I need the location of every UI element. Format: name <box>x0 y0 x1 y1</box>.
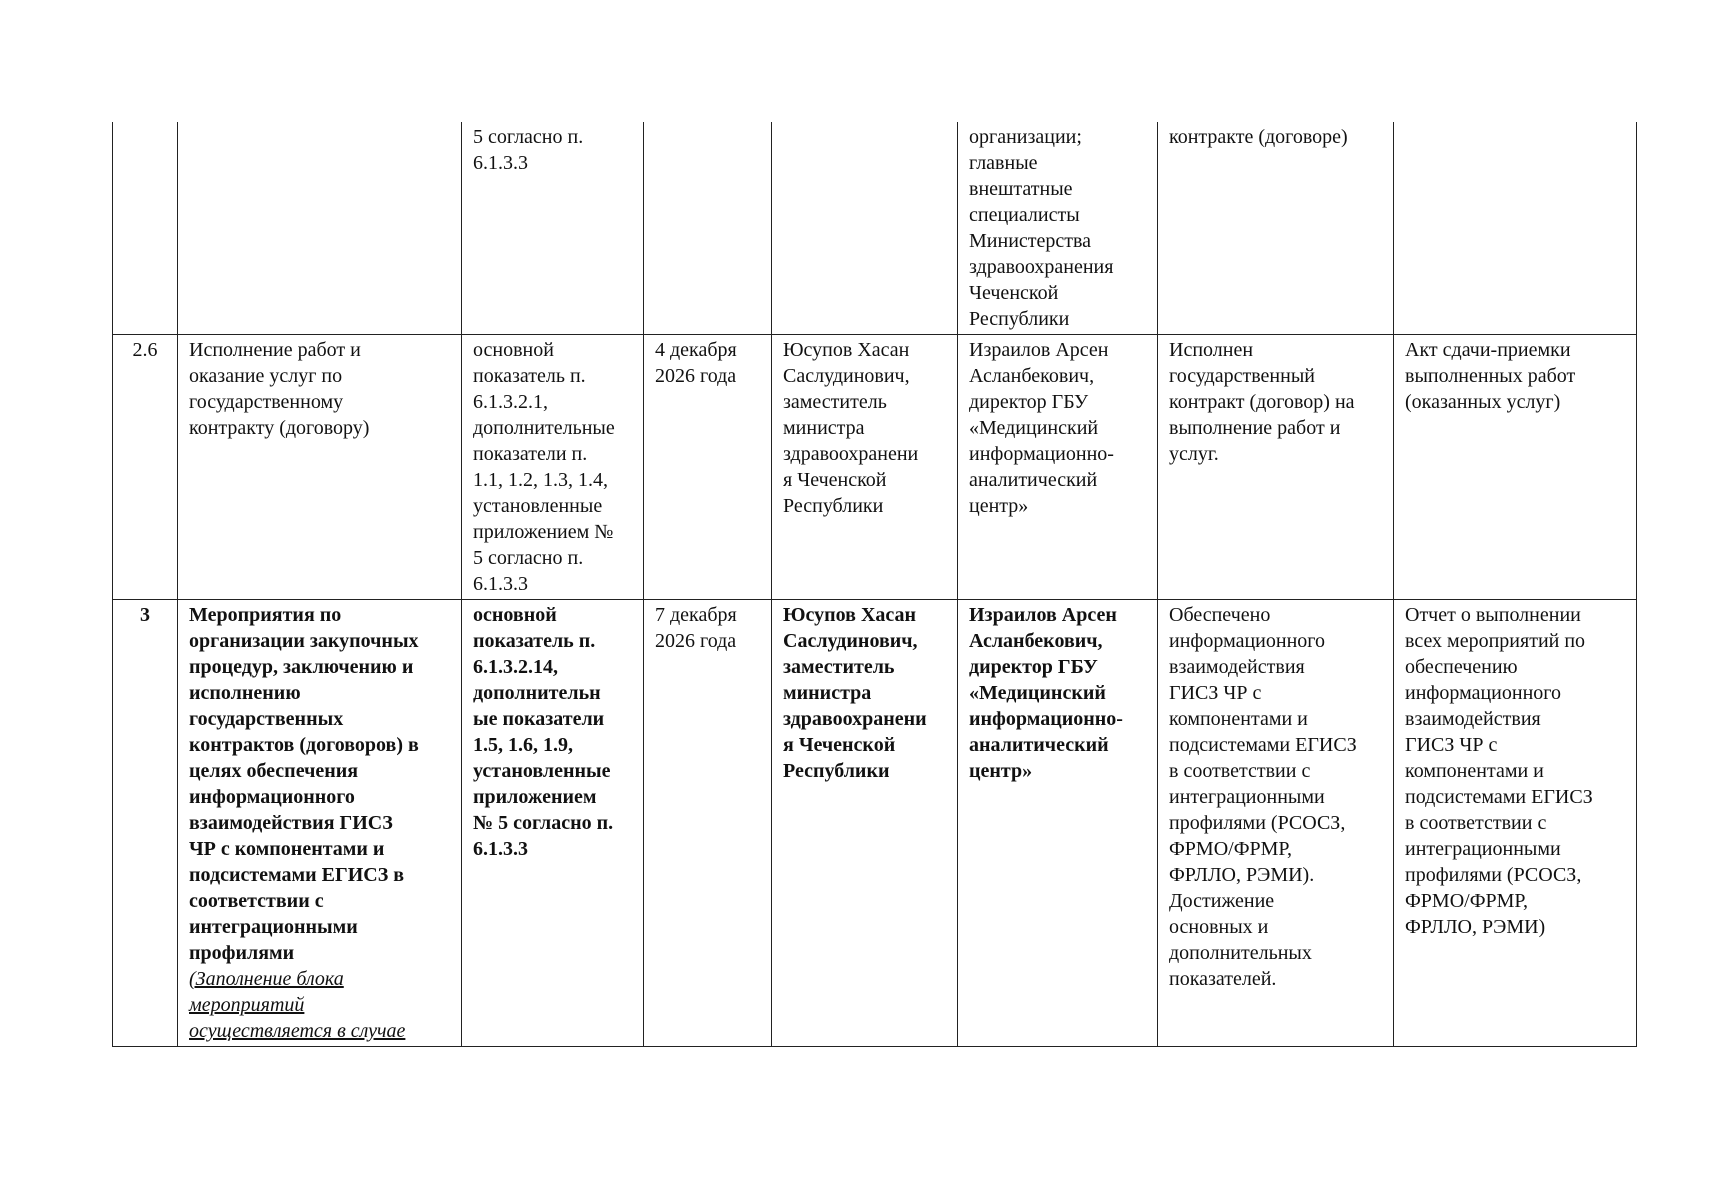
text-line: оказание услуг по <box>189 365 343 387</box>
text-line: центр» <box>969 495 1029 517</box>
cell-date <box>644 600 772 1047</box>
cell-indicators <box>462 335 644 600</box>
text-line: в соответствии с <box>1169 760 1311 782</box>
text-line: ГИСЗ ЧР с <box>1169 682 1262 704</box>
text-line: Асланбекович, <box>969 630 1103 652</box>
text-line: информационного <box>1405 682 1561 704</box>
text-line: соответствии с <box>189 890 324 912</box>
text-line: Исполнен <box>1169 339 1254 361</box>
table-row-2-6 <box>113 335 1637 600</box>
text-line: установленные <box>473 760 611 782</box>
text-line: центр» <box>969 760 1033 782</box>
text-line: 1.1, 1.2, 1.3, 1.4, <box>473 469 608 491</box>
text-line: 6.1.3.2.14, <box>473 656 558 678</box>
text-line: исполнению <box>189 682 301 704</box>
text-line: государственному <box>189 391 344 413</box>
text-line: заместитель <box>783 391 887 413</box>
table-row-continued <box>113 122 1637 335</box>
text-line: ФРЛЛО, РЭМИ). <box>1169 864 1315 886</box>
event-note-line: (Заполнение блока <box>189 968 344 990</box>
text-line: контрактов (договоров) в <box>189 734 419 756</box>
table-row-3 <box>113 600 1637 1047</box>
cell-num <box>113 122 178 335</box>
text-line: дополнительн <box>473 682 601 704</box>
text-line: контракте (договоре) <box>1169 126 1348 148</box>
text-line: «Медицинский <box>969 682 1106 704</box>
text-line: «Медицинский <box>969 417 1099 439</box>
cell-document <box>1394 335 1637 600</box>
text-line: директор ГБУ <box>969 656 1098 678</box>
text-line: взаимодействия <box>1405 708 1541 730</box>
text-line: Израилов Арсен <box>969 604 1117 626</box>
text-line: контракт (договор) на <box>1169 391 1355 413</box>
text-line: в соответствии с <box>1405 812 1547 834</box>
text-line: ФРЛЛО, РЭМИ) <box>1405 916 1546 938</box>
text-line: директор ГБУ <box>969 391 1089 413</box>
text-line: Мероприятия по <box>189 604 342 626</box>
cell-result <box>1158 600 1394 1047</box>
text-line: здравоохранени <box>783 708 927 730</box>
cell-document <box>1394 122 1637 335</box>
text-line: 2026 года <box>655 365 737 387</box>
text-line: ые показатели <box>473 708 605 730</box>
text-line: показатели п. <box>473 443 588 465</box>
text-line: ФРМО/ФРМР, <box>1405 890 1529 912</box>
text-line: здравоохранения <box>969 256 1114 278</box>
cell-head <box>772 600 958 1047</box>
text-line: государственных <box>189 708 344 730</box>
text-line: организации закупочных <box>189 630 419 652</box>
text-line: 6.1.3.3 <box>473 152 528 174</box>
text-line: 5 согласно п. <box>473 547 584 569</box>
text-line: компонентами и <box>1169 708 1308 730</box>
cell-date <box>644 335 772 600</box>
cell-executor <box>958 122 1158 335</box>
text-line: министра <box>783 417 865 439</box>
text-line: показатель п. <box>473 630 596 652</box>
cell-date <box>644 122 772 335</box>
text-line: (оказанных услуг) <box>1405 391 1561 413</box>
cell-head <box>772 122 958 335</box>
cell-result <box>1158 335 1394 600</box>
text-line: дополнительных <box>1169 942 1312 964</box>
text-line: информационно- <box>969 708 1123 730</box>
text-line: Юсупов Хасан <box>783 339 910 361</box>
text-line: организации; <box>969 126 1082 148</box>
text-line: дополнительные <box>473 417 615 439</box>
text-line: профилями (РСОСЗ, <box>1169 812 1346 834</box>
text-line: Достижение <box>1169 890 1275 912</box>
text-line: я Чеченской <box>783 469 887 491</box>
text-line: подсистемами ЕГИСЗ <box>1169 734 1357 756</box>
text-line: показатель п. <box>473 365 586 387</box>
text-line: информационного <box>1169 630 1325 652</box>
text-line: профилями (РСОСЗ, <box>1405 864 1582 886</box>
text-line: 4 декабря <box>655 339 737 361</box>
text-line: Саслудинович, <box>783 630 918 652</box>
text-line: ЧР с компонентами и <box>189 838 385 860</box>
text-line: 7 декабря <box>655 604 737 626</box>
text-line: подсистемами ЕГИСЗ в <box>189 864 405 886</box>
text-line: внештатные <box>969 178 1073 200</box>
text-line: 6.1.3.2.1, <box>473 391 548 413</box>
text-line: информационного <box>189 786 355 808</box>
text-line: 6.1.3.3 <box>473 838 528 860</box>
text-line: № 5 согласно п. <box>473 812 614 834</box>
text-line: Юсупов Хасан <box>783 604 917 626</box>
text-line: Саслудинович, <box>783 365 910 387</box>
text-line: приложением <box>473 786 597 808</box>
text-line: Асланбекович, <box>969 365 1095 387</box>
text-line: Израилов Арсен <box>969 339 1109 361</box>
text-line: Исполнение работ и <box>189 339 361 361</box>
text-line: интеграционными <box>189 916 358 938</box>
text-line: обеспечению <box>1405 656 1518 678</box>
text-line: интеграционными <box>1169 786 1325 808</box>
text-line: 5 согласно п. <box>473 126 584 148</box>
event-note-line: мероприятий <box>189 994 305 1016</box>
text-line: подсистемами ЕГИСЗ <box>1405 786 1593 808</box>
text-line: установленные <box>473 495 603 517</box>
text-line: основных и <box>1169 916 1269 938</box>
text-line: контракту (договору) <box>189 417 370 439</box>
cell-indicators <box>462 122 644 335</box>
text-line: аналитический <box>969 469 1098 491</box>
text-line: я Чеченской <box>783 734 896 756</box>
text-line: Республики <box>783 495 884 517</box>
text-line: ФРМО/ФРМР, <box>1169 838 1293 860</box>
text-line: заместитель <box>783 656 895 678</box>
cell-event <box>178 600 462 1047</box>
text-line: выполнение работ и <box>1169 417 1341 439</box>
text-line: Республики <box>783 760 890 782</box>
text-line: процедур, заключению и <box>189 656 414 678</box>
text-line: услуг. <box>1169 443 1219 465</box>
cell-num: 3 <box>113 600 178 1047</box>
cell-num: 2.6 <box>113 335 178 600</box>
text-line: ГИСЗ ЧР с <box>1405 734 1498 756</box>
text-line: компонентами и <box>1405 760 1544 782</box>
cell-event <box>178 122 462 335</box>
text-line: государственный <box>1169 365 1315 387</box>
text-line: Акт сдачи-приемки <box>1405 339 1571 361</box>
cell-executor <box>958 600 1158 1047</box>
cell-document <box>1394 600 1637 1047</box>
text-line: всех мероприятий по <box>1405 630 1586 652</box>
cell-result <box>1158 122 1394 335</box>
text-line: взаимодействия ГИСЗ <box>189 812 393 834</box>
text-line: Республики <box>969 308 1070 330</box>
text-line: аналитический <box>969 734 1109 756</box>
text-line: 6.1.3.3 <box>473 573 528 595</box>
cell-event <box>178 335 462 600</box>
text-line: показателей. <box>1169 968 1277 990</box>
text-line: 2026 года <box>655 630 737 652</box>
text-line: выполненных работ <box>1405 365 1576 387</box>
text-line: здравоохранени <box>783 443 919 465</box>
cell-indicators <box>462 600 644 1047</box>
cell-head <box>772 335 958 600</box>
text-line: Чеченской <box>969 282 1059 304</box>
text-line: министра <box>783 682 872 704</box>
text-line: Отчет о выполнении <box>1405 604 1581 626</box>
text-line: интеграционными <box>1405 838 1561 860</box>
text-line: взаимодействия <box>1169 656 1305 678</box>
event-note-line: осуществляется в случае <box>189 1020 406 1042</box>
text-line: 1.5, 1.6, 1.9, <box>473 734 573 756</box>
text-line: основной <box>473 604 557 626</box>
text-line: Обеспечено <box>1169 604 1271 626</box>
plan-table <box>112 122 1637 1047</box>
text-line: основной <box>473 339 554 361</box>
text-line: целях обеспечения <box>189 760 359 782</box>
cell-executor <box>958 335 1158 600</box>
text-line: главные <box>969 152 1038 174</box>
text-line: информационно- <box>969 443 1114 465</box>
text-line: профилями <box>189 942 295 964</box>
text-line: приложением № <box>473 521 614 543</box>
text-line: Министерства <box>969 230 1092 252</box>
text-line: специалисты <box>969 204 1080 226</box>
